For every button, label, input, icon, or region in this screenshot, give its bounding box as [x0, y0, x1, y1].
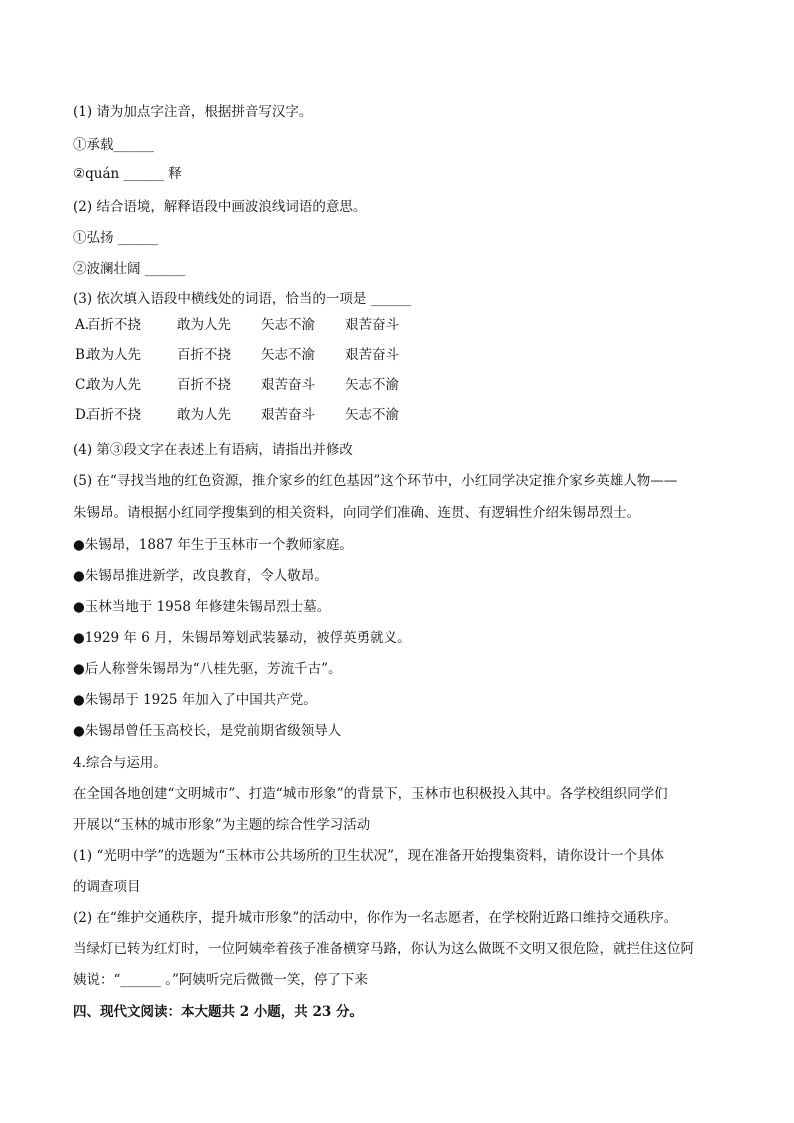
question-3-prompt: (3) 依次填入语段中横线处的词语，恰当的一项是 ______ [73, 291, 412, 307]
question-1-item-a: ①承载______ [73, 137, 154, 153]
option-label: B. [75, 347, 90, 363]
option-d [75, 406, 399, 424]
option-word: 矢志不渝 [261, 317, 315, 333]
option-word: 敢为人先 [87, 347, 141, 363]
option-word: 百折不挠 [177, 347, 231, 363]
bullet-item: ●朱锡昂曾任玉高校长，是党前期省级领导人 [73, 723, 342, 739]
bullet-item: ●后人称誉朱锡昂为“八桂先驱，芳流千古”。 [73, 661, 342, 677]
option-b [75, 346, 399, 364]
option-label: A. [75, 317, 90, 333]
section-4-intro-line-2: 开展以“玉林的城市形象”为主题的综合性学习活动 [73, 817, 371, 833]
option-word: 百折不挠 [177, 377, 231, 393]
option-word: 艰苦奋斗 [261, 377, 315, 393]
option-word: 艰苦奋斗 [345, 347, 399, 363]
bullet-item: ●朱锡昂，1887 年生于玉林市一个教师家庭。 [73, 537, 353, 553]
section-4-intro-line-1: 在全国各地创建“文明城市”、打造“城市形象”的背景下，玉林市也积极投入其中。各学校组织同学们 [73, 786, 668, 802]
option-word: 艰苦奋斗 [345, 317, 399, 333]
option-a [75, 316, 399, 334]
question-2-item-b: ②波澜壮阔 ______ [73, 261, 186, 277]
option-word: 敢为人先 [177, 317, 231, 333]
bullet-item: ●朱锡昂推进新学，改良教育，令人敬昂。 [73, 568, 328, 584]
option-word: 敢为人先 [177, 407, 231, 423]
question-2-prompt: (2) 结合语境，解释语段中画波浪线词语的意思。 [73, 199, 367, 215]
section-4-heading: 4.综合与运用。 [73, 755, 167, 771]
bullet-item: ●1929 年 6 月，朱锡昂筹划武装暴动，被俘英勇就义。 [73, 630, 411, 646]
option-word: 矢志不渝 [345, 377, 399, 393]
section-4-q2-line-2: 当绿灯已转为红灯时，一位阿姨牵着孩子准备横穿马路，你认为这么做既不文明又很危险，就拦住这位阿 [73, 941, 694, 957]
option-label: C. [75, 377, 90, 393]
option-word: 矢志不渝 [261, 347, 315, 363]
section-4-q1-line-2: 的调查项目 [73, 879, 141, 895]
option-label: D. [75, 407, 90, 423]
option-word: 艰苦奋斗 [261, 407, 315, 423]
section-4-q1-line-1: (1) “光明中学”的选题为“玉林市公共场所的卫生状况”，现在准备开始搜集资料，请你设计一个具体 [73, 848, 665, 864]
option-word: 百折不挠 [87, 317, 141, 333]
bullet-item: ●玉林当地于 1958 年修建朱锡昂烈士墓。 [73, 599, 331, 615]
question-1-item-b: ②quán ______ 释 [73, 166, 182, 182]
option-c [75, 376, 399, 394]
section-4-q2-line-3: 姨说：“______ 。”阿姨听完后微微一笑，停了下来 [73, 972, 368, 988]
option-word: 敢为人先 [87, 377, 141, 393]
question-5-prompt-line-2: 朱锡昂。请根据小红同学搜集到的相关资料，向同学们准确、连贯、有逻辑性介绍朱锡昂烈士。 [73, 505, 640, 521]
question-2-item-a: ①弘扬 ______ [73, 230, 159, 246]
bullet-item: ●朱锡昂于 1925 年加入了中国共产党。 [73, 692, 317, 708]
question-1-prompt: (1) 请为加点字注音，根据拼音写汉字。 [73, 104, 313, 120]
section-4-q2-line-1: (2) 在“维护交通秩序，提升城市形象”的活动中，你作为一名志愿者，在学校附近路口维持交通秩序。 [73, 910, 678, 926]
question-5-prompt-line-1: (5) 在“寻找当地的红色资源，推介家乡的红色基因”这个环节中，小红同学决定推介家乡英雄人物—— [73, 473, 678, 489]
option-word: 百折不挠 [87, 407, 141, 423]
section-heading-modern-reading: 四、现代文阅读：本大题共 2 小题，共 23 分。 [73, 1004, 363, 1020]
question-4-prompt: (4) 第③段文字在表述上有语病，请指出并修改 [73, 442, 353, 458]
option-word: 矢志不渝 [345, 407, 399, 423]
